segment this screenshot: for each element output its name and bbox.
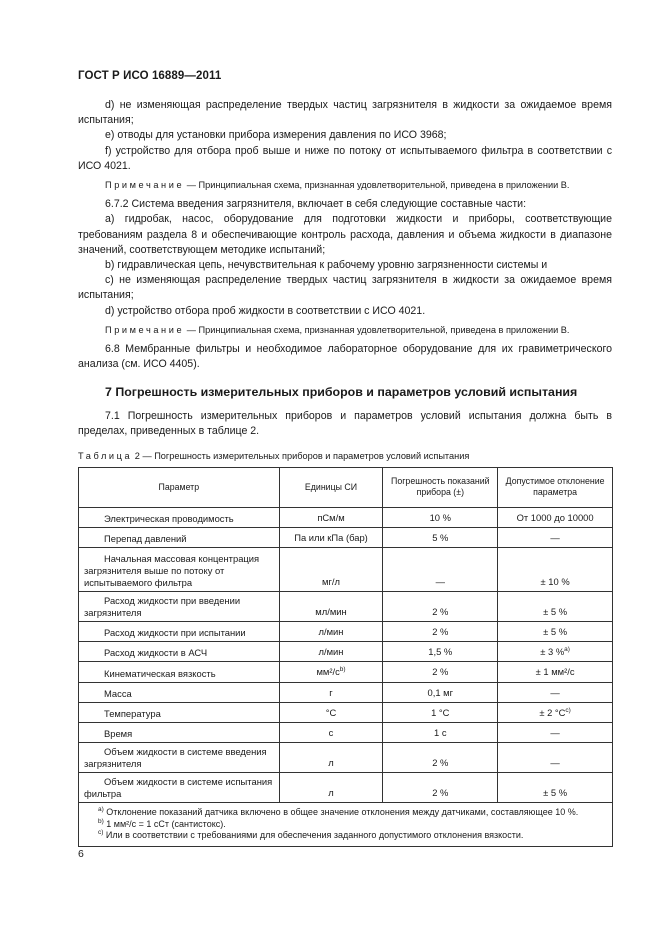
cell-parameter: Масса (79, 682, 280, 702)
section-7-heading: 7 Погрешность измерительных приборов и параметров условий испытания (105, 385, 578, 400)
cell-accuracy: 1,5 % (383, 642, 498, 662)
cell-unit: пСм/м (279, 507, 383, 527)
footnote-mark: a) (98, 806, 104, 814)
item-d-2: d) устройство отбора проб жидкости в соответствии с ИСО 4021. (105, 304, 426, 317)
cell-deviation: ± 1 мм²/с (498, 662, 613, 682)
cell-parameter: Перепад давлений (79, 527, 280, 547)
deviation-value: ± 3 % (540, 646, 565, 658)
header-instrument-accuracy: Погрешность показаний прибора (±) (383, 467, 498, 507)
cell-accuracy: 2 % (383, 773, 498, 803)
clause-7-1: 7.1 Погрешность измерительных приборов и параметров условий испытания должна быть в пределах, приведенных в таблице 2. (78, 409, 612, 438)
note-text: — Принципиальная схема, признанная удовлетворительной, приведена в приложении В. (184, 180, 570, 191)
standard-header: ГОСТ Р ИСО 16889—2011 (78, 70, 222, 82)
footnote-ref: a) (564, 646, 570, 654)
cell-deviation: — (498, 682, 613, 702)
cell-deviation: ± 10 % (498, 547, 613, 591)
cell-unit: г (279, 682, 383, 702)
cell-unit: мл/мин (279, 591, 383, 621)
cell-parameter: Расход жидкости в АСЧ (79, 642, 280, 662)
footnote-text: Или в соответствии с требованиями для обеспечения заданного допустимого отклонения вязкости. (103, 830, 524, 841)
accuracy-table (78, 467, 613, 847)
table-row (79, 642, 613, 662)
item-e-1: e) отводы для установки прибора измерения давления по ИСО 3968; (105, 129, 447, 142)
table-footnotes (79, 803, 613, 847)
note-label: Примечание (105, 324, 185, 335)
footnote-b (84, 819, 607, 831)
cell-unit: °С (279, 702, 383, 722)
table-row (79, 722, 613, 742)
cell-parameter: Электрическая проводимость (79, 507, 280, 527)
table-footnotes-row (79, 803, 613, 847)
header-permissible-deviation: Допустимое отклонение параметра (498, 467, 613, 507)
item-c-2: c) не изменяющая распределение твердых частиц загрязнителя в жидкости за ожидаемое время испытания; (78, 274, 612, 302)
cell-parameter: Объем жидкости в системе испытания фильтра (79, 773, 280, 803)
table-header-row (79, 467, 613, 507)
footnote-a (84, 807, 607, 819)
cell-unit: мг/л (279, 547, 383, 591)
table-row (79, 682, 613, 702)
cell-unit: Па или кПа (бар) (279, 527, 383, 547)
cell-accuracy: 1 с (383, 722, 498, 742)
cell-accuracy: 5 % (383, 527, 498, 547)
header-parameter: Параметр (79, 467, 280, 507)
cell-unit: л/мин (279, 621, 383, 641)
item-d-1: d) не изменяющая распределение твердых частиц загрязнителя в жидкости за ожидаемое время испытания; (78, 99, 612, 127)
table-row (79, 591, 613, 621)
cell-deviation: ± 5 % (498, 591, 613, 621)
cell-parameter: Начальная массовая концентрация загрязнителя выше по потоку от испытываемого фильтра (79, 547, 280, 591)
item-b-2: b) гидравлическая цепь, нечувствительная к рабочему уровню загрязненности системы и (105, 259, 548, 272)
cell-deviation (498, 702, 613, 722)
cell-parameter: Расход жидкости при испытании (79, 621, 280, 641)
cell-accuracy: 0,1 мг (383, 682, 498, 702)
cell-accuracy: — (383, 547, 498, 591)
cell-deviation: — (498, 743, 613, 773)
cell-deviation: — (498, 722, 613, 742)
note-1 (78, 178, 612, 193)
cell-unit: л (279, 773, 383, 803)
cell-accuracy: 2 % (383, 662, 498, 682)
unit-value: мм²/с (316, 666, 340, 678)
cell-deviation: От 1000 до 10000 (498, 507, 613, 527)
deviation-value: ± 2 °С (539, 706, 566, 718)
table-row (79, 547, 613, 591)
table-row (79, 621, 613, 641)
clause-6-8: 6.8 Мембранные фильтры и необходимое лабораторное оборудование для их гравиметрического анализа (см. ИСО 4405). (78, 343, 612, 371)
body-text (78, 98, 612, 847)
item-f-1: f) устройство для отбора проб выше и ниже по потоку от испытываемого фильтра в соответствии с ИСО 4021. (78, 144, 612, 172)
clause-6-7-2: 6.7.2 Система введения загрязнителя, включает в себя следующие составные части: (105, 198, 527, 211)
cell-deviation: — (498, 527, 613, 547)
cell-deviation: ± 5 % (498, 773, 613, 803)
cell-accuracy: 2 % (383, 743, 498, 773)
note-text: — Принципиальная схема, признанная удовлетворительной, приведена в приложении В. (184, 324, 570, 335)
cell-parameter: Температура (79, 702, 280, 722)
item-a-2: а) гидробак, насос, оборудование для подготовки жидкости и приборы, соответствующие требованиям раздела 8 и обеспечивающие контроль расхода, давления и объема жидкости в диапазоне значений, соответствующем методике испытаний; (78, 213, 612, 256)
cell-unit (279, 662, 383, 682)
footnote-mark: c) (98, 829, 104, 837)
note-label: Примечание (105, 180, 185, 191)
cell-accuracy: 10 % (383, 507, 498, 527)
table-row (79, 743, 613, 773)
footnote-text: Отклонение показаний датчика включено в общее значение отклонения между датчиками, составляющее 10 %. (103, 807, 579, 818)
footnote-text: 1 мм²/с = 1 сСт (сантистокс). (103, 818, 226, 829)
table-row (79, 702, 613, 722)
page-number: 6 (78, 848, 84, 860)
cell-unit: л (279, 743, 383, 773)
footnote-c (84, 830, 607, 842)
table-row (79, 773, 613, 803)
header-si-units: Единицы СИ (279, 467, 383, 507)
table-row (79, 507, 613, 527)
cell-parameter: Время (79, 722, 280, 742)
cell-accuracy: 2 % (383, 621, 498, 641)
cell-parameter: Расход жидкости при введении загрязнителя (79, 591, 280, 621)
table-row (79, 527, 613, 547)
cell-deviation (498, 642, 613, 662)
cell-accuracy: 2 % (383, 591, 498, 621)
footnote-mark: b) (98, 817, 104, 825)
cell-unit: с (279, 722, 383, 742)
footnote-ref: b) (339, 666, 346, 674)
table-caption-label: Таблица (78, 451, 133, 462)
cell-unit: л/мин (279, 642, 383, 662)
cell-parameter: Кинематическая вязкость (79, 662, 280, 682)
note-2 (78, 323, 612, 338)
table-caption (78, 449, 612, 464)
table-caption-text: 2 — Погрешность измерительных приборов и параметров условий испытания (132, 451, 470, 462)
cell-deviation: ± 5 % (498, 621, 613, 641)
table-row (79, 662, 613, 682)
cell-parameter: Объем жидкости в системе введения загрязнителя (79, 743, 280, 773)
footnote-ref: c) (565, 706, 571, 714)
cell-accuracy: 1 °С (383, 702, 498, 722)
